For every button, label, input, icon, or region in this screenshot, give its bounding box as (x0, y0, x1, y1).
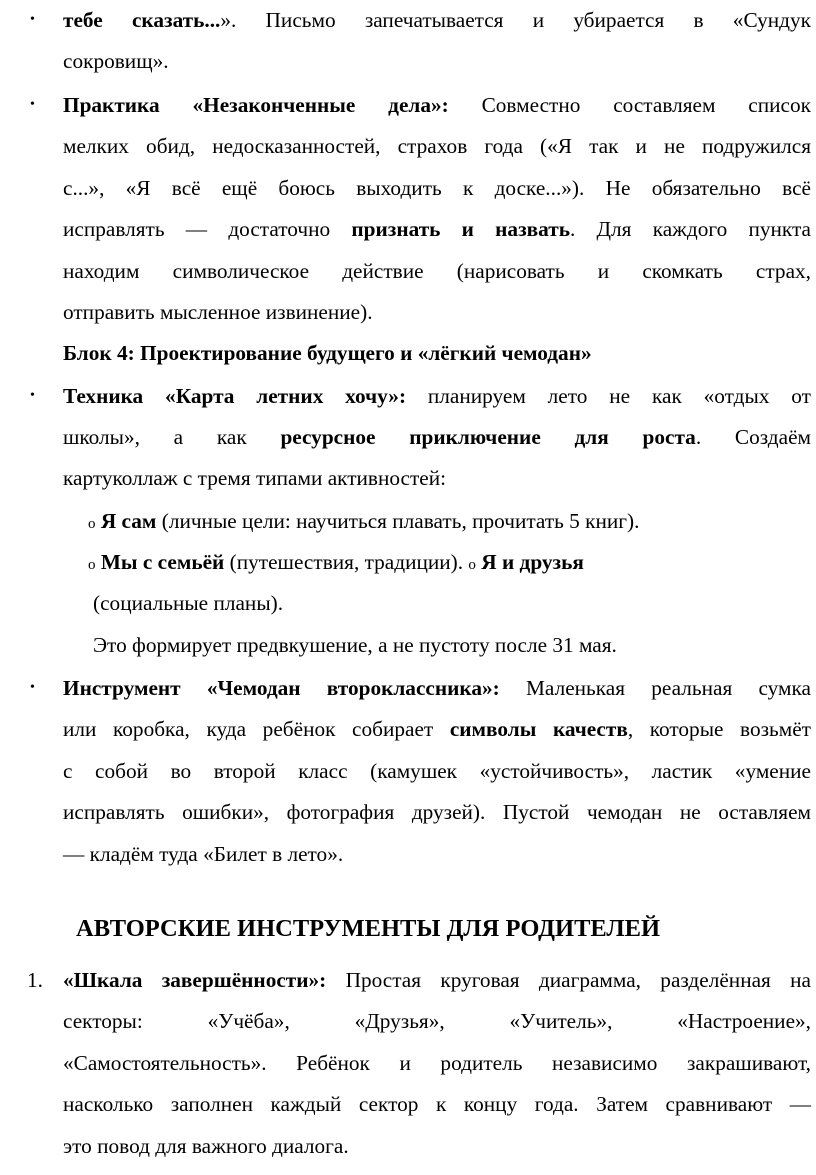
bullet-marker: • (30, 12, 35, 27)
text-line: мелких обид, недосказанностей, страхов года («Я так и не подружился (63, 134, 811, 158)
text-span: или коробка, куда ребёнок собирает (63, 717, 450, 741)
text-line: Это формирует предвкушение, а не пустоту после 31 мая. (93, 633, 617, 657)
bold-phrase: символы качеств (449, 717, 628, 741)
sub-bullet-marker: o (88, 516, 96, 532)
text-line (63, 716, 811, 742)
text-line: сокровищ». (63, 49, 169, 73)
bold-phrase: Блок 4: Проектирование будущего и «лёгкий чемодан» (63, 341, 592, 365)
text-line (63, 7, 811, 33)
sub-bullet-line (88, 508, 639, 537)
bold-phrase: признать и назвать (351, 217, 570, 241)
text-line: секторы: «Учёба», «Друзья», «Учитель», «Настроение», (63, 1009, 811, 1033)
block-subheading (63, 340, 592, 366)
text-span: (путешествия, традиции). (224, 550, 469, 574)
bold-phrase: Я и друзья (481, 550, 584, 574)
text-line: находим символическое действие (нарисовать и скомкать страх, (63, 259, 811, 283)
text-span: . Создаём (695, 425, 811, 449)
bold-phrase: Техника «Карта летних хочу»: (63, 384, 407, 408)
text-line: «Самостоятельность». Ребёнок и родитель независимо закрашивают, (63, 1051, 811, 1075)
text-line: с...», «Я всё ещё боюсь выходить к доске...»). Не обязательно всё (63, 176, 811, 200)
text-span: Совместно составляем список (448, 93, 811, 117)
text-line (63, 675, 811, 701)
bold-phrase: Я сам (100, 509, 157, 533)
text-span: Простая круговая диаграмма, разделённая на (326, 968, 811, 992)
bold-phrase: Мы с семьёй (100, 550, 225, 574)
sub-bullet-line (88, 549, 584, 578)
text-span: Маленькая реальная сумка (499, 676, 811, 700)
list-number: 1. (27, 968, 43, 992)
sub-bullet-marker: o (88, 557, 96, 573)
text-span: (личные цели: научиться плавать, прочитать 5 книг). (156, 509, 640, 533)
text-line: с собой во второй класс (камушек «устойчивость», ластик «умение (63, 759, 811, 783)
text-span: ». Письмо запечатывается и убирается в «Сундук (220, 8, 811, 32)
text-line: — кладём туда «Билет в лето». (63, 842, 344, 866)
bold-phrase: Практика «Незаконченные дела»: (63, 93, 449, 117)
text-line: отправить мысленное извинение). (63, 300, 373, 324)
text-line: (социальные планы). (93, 591, 284, 615)
bullet-marker: • (30, 680, 35, 695)
bold-phrase: тебе сказать... (63, 8, 221, 32)
bold-phrase: Инструмент «Чемодан второклассника»: (63, 676, 500, 700)
bold-phrase: ресурсное приключение для роста (280, 425, 696, 449)
text-span: . Для каждого пункта (569, 217, 811, 241)
text-line (63, 92, 811, 118)
section-heading: АВТОРСКИЕ ИНСТРУМЕНТЫ ДЛЯ РОДИТЕЛЕЙ (76, 915, 661, 942)
text-span: , которые возьмёт (627, 717, 811, 741)
text-span: школы», а как (63, 425, 281, 449)
text-line (63, 216, 811, 242)
sub-bullet-marker: o (468, 557, 476, 573)
text-span: планируем лето не как «отдых от (406, 384, 811, 408)
text-line: исправлять ошибки», фотография друзей). Пустой чемодан не оставляем (63, 800, 811, 824)
text-line: это повод для важного диалога. (63, 1134, 349, 1158)
text-span: исправлять — достаточно (63, 217, 352, 241)
bullet-marker: • (30, 97, 35, 112)
text-line (63, 424, 811, 450)
text-line: картуколлаж с тремя типами активностей: (63, 466, 447, 490)
bullet-marker: • (30, 388, 35, 403)
bold-phrase: «Шкала завершённости»: (63, 968, 327, 992)
text-line (63, 967, 811, 993)
text-line: насколько заполнен каждый сектор к концу года. Затем сравнивают — (63, 1092, 811, 1116)
text-line (63, 383, 811, 409)
